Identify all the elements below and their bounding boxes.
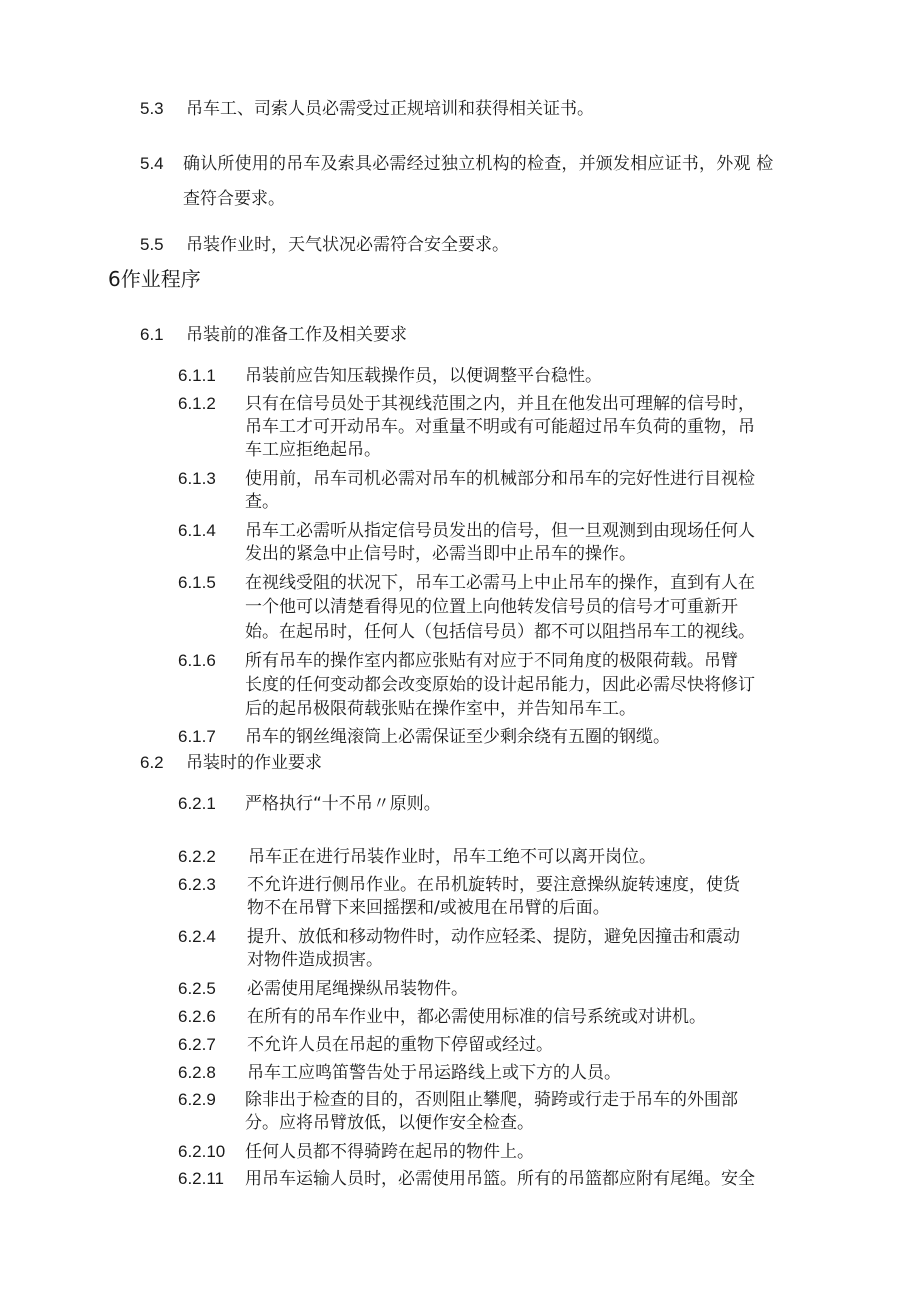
clause-text: 提升、放低和移动物件时，动作应轻柔、提防，避免因撞击和震动 bbox=[247, 927, 740, 947]
clause-text: 始。在起吊时，任何人（包括信号员）都不可以阻挡吊车工的视线。 bbox=[245, 622, 755, 642]
clause-text: 只有在信号员处于其视线范围之内，并且在他发出可理解的信号时， bbox=[245, 394, 755, 414]
clause-number: 6.2.11 bbox=[178, 1169, 225, 1188]
clause-text: 任何人员都不得骑跨在起吊的物件上。 bbox=[245, 1142, 534, 1162]
clause-text: 查。 bbox=[245, 492, 279, 512]
clause-number: 6.1.2 bbox=[178, 394, 216, 413]
clause-text: 不允许人员在吊起的重物下停留或经过。 bbox=[247, 1035, 553, 1055]
clause-text: 发出的紧急中止信号时，必需当即中止吊车的操作。 bbox=[245, 544, 636, 564]
clause-text: 一个他可以清楚看得见的位置上向他转发信号员的信号才可重新开 bbox=[245, 597, 738, 617]
clause-text: 吊车正在进行吊装作业时，吊车工绝不可以离开岗位。 bbox=[248, 847, 656, 867]
clause-text: 查符合要求。 bbox=[183, 189, 285, 209]
clause-text: 必需使用尾绳操纵吊装物件。 bbox=[247, 979, 468, 999]
clause-number: 6.2.5 bbox=[178, 979, 216, 998]
clause-text: 吊车的钢丝绳滚筒上必需保证至少剩余绕有五圈的钢缆。 bbox=[245, 727, 670, 747]
clause-number: 6.1.4 bbox=[178, 521, 216, 540]
clause-text: 用吊车运输人员时，必需使用吊篮。所有的吊篮都应附有尾绳。安全 bbox=[245, 1169, 755, 1189]
clause-text: 对物件造成损害。 bbox=[247, 950, 383, 970]
clause-text: 物不在吊臂下来回摇摆和/或被甩在吊臂的后面。 bbox=[247, 898, 610, 918]
clause-text: 吊装作业时，天气状况必需符合安全要求。 bbox=[186, 235, 509, 255]
clause-text: 长度的任何变动都会改变原始的设计起吊能力，因此必需尽快将修订 bbox=[245, 675, 755, 695]
clause-text: 吊装时的作业要求 bbox=[186, 753, 322, 773]
clause-number: 6.2.1 bbox=[178, 794, 216, 813]
clause-number: 6.2.2 bbox=[178, 847, 216, 866]
clause-text: 车工应拒绝起吊。 bbox=[245, 440, 381, 460]
clause-number: 6.2.3 bbox=[178, 875, 216, 894]
clause-text: 不允许进行侧吊作业。在吊机旋转时，要注意操纵旋转速度，使货 bbox=[247, 875, 740, 895]
clause-text: 所有吊车的操作室内都应张贴有对应于不同角度的极限荷载。吊臂 bbox=[245, 651, 738, 671]
section-heading: 6作业程序 bbox=[108, 267, 201, 291]
clause-number: 6.1.6 bbox=[178, 651, 216, 670]
clause-text: 吊车工应鸣笛警告处于吊运路线上或下方的人员。 bbox=[247, 1063, 621, 1083]
clause-text: 吊车工必需听从指定信号员发出的信号，但一旦观测到由现场任何人 bbox=[245, 521, 755, 541]
clause-text: 分。应将吊臂放低，以便作安全检查。 bbox=[245, 1113, 534, 1133]
clause-number: 6.2 bbox=[140, 753, 164, 772]
clause-text: 在视线受阻的状况下，吊车工必需马上中止吊车的操作，直到有人在 bbox=[245, 573, 755, 593]
clause-text: 吊装前的准备工作及相关要求 bbox=[186, 325, 407, 345]
clause-number: 6.2.6 bbox=[178, 1007, 216, 1026]
clause-text: 使用前，吊车司机必需对吊车的机械部分和吊车的完好性进行目视检 bbox=[245, 469, 755, 489]
clause-text: 后的起吊极限荷载张贴在操作室中，并告知吊车工。 bbox=[245, 699, 636, 719]
clause-number: 6.2.8 bbox=[178, 1063, 216, 1082]
clause-number: 6.2.7 bbox=[178, 1035, 216, 1054]
clause-text: 确认所使用的吊车及索具必需经过独立机构的检查，并颁发相应证书，外观 检 bbox=[183, 154, 774, 174]
clause-number: 6.2.9 bbox=[178, 1090, 216, 1109]
clause-text: 除非出于检查的目的，否则阻止攀爬，骑跨或行走于吊车的外围部 bbox=[245, 1090, 738, 1110]
clause-number: 6.2.10 bbox=[178, 1142, 226, 1161]
clause-number: 5.4 bbox=[140, 154, 164, 173]
clause-text: 吊装前应告知压载操作员，以便调整平台稳性。 bbox=[245, 366, 602, 386]
clause-number: 6.1.7 bbox=[178, 727, 216, 746]
clause-number: 6.1.3 bbox=[178, 469, 216, 488]
clause-number: 5.5 bbox=[140, 235, 164, 254]
clause-text: 吊车工才可开动吊车。对重量不明或有可能超过吊车负荷的重物，吊 bbox=[245, 417, 755, 437]
clause-number: 6.1.5 bbox=[178, 573, 216, 592]
clause-number: 6.2.4 bbox=[178, 927, 216, 946]
clause-text: 严格执行“十不吊〃原则。 bbox=[245, 794, 441, 814]
clause-number: 5.3 bbox=[140, 99, 164, 118]
clause-number: 6.1 bbox=[140, 325, 164, 344]
clause-text: 在所有的吊车作业中，都必需使用标准的信号系统或对讲机。 bbox=[247, 1007, 706, 1027]
clause-number: 6.1.1 bbox=[178, 366, 216, 385]
clause-text: 吊车工、司索人员必需受过正规培训和获得相关证书。 bbox=[186, 99, 594, 119]
